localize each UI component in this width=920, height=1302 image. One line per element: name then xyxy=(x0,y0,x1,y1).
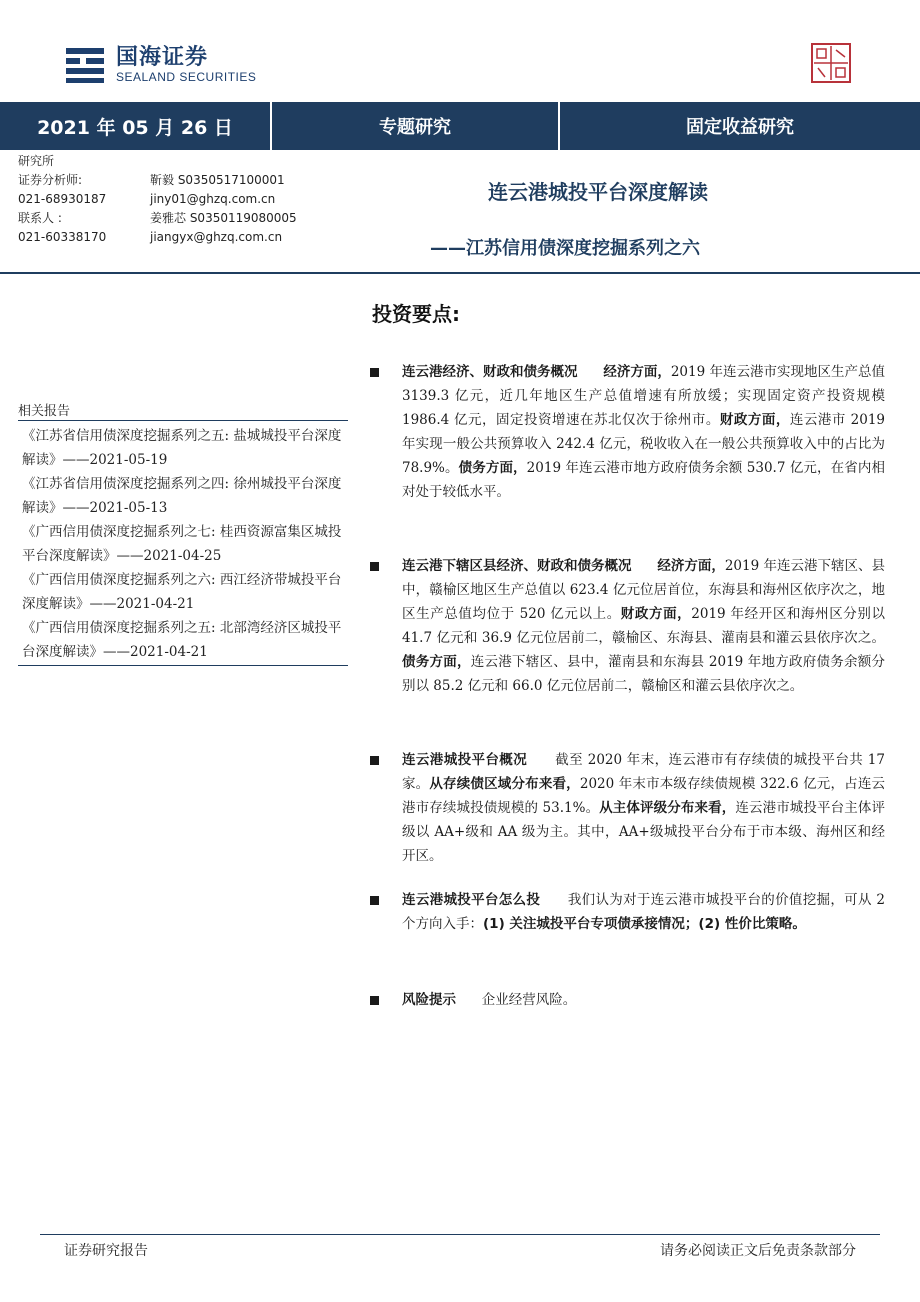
report-category: 专题研究 xyxy=(379,117,451,138)
bullet-square-icon xyxy=(370,756,379,765)
analyst-row: 证券分析师: 靳毅 S0350517100001 xyxy=(18,173,285,187)
related-report-item: 《江苏省信用债深度挖掘系列之五: 盐城城投平台深度解读》——2021-05-19 xyxy=(22,428,342,468)
report-title: 连云港城投平台深度解读 xyxy=(488,180,708,204)
footer-disclaimer-note: 请务必阅读正文后免责条款部分 xyxy=(660,1243,856,1259)
bullet-square-icon xyxy=(370,896,379,905)
footer-divider xyxy=(40,1234,880,1235)
report-date: 2021 年 05 月 26 日 xyxy=(37,116,233,139)
related-report-item: 《江苏省信用债深度挖掘系列之四: 徐州城投平台深度解读》——2021-05-13 xyxy=(22,476,342,516)
related-divider xyxy=(18,665,348,666)
related-reports-heading: 相关报告 xyxy=(18,404,71,419)
header-divider xyxy=(0,272,920,274)
analyst-row: 联系人 : 姜雅芯 S0350119080005 xyxy=(18,211,297,225)
analyst-info xyxy=(18,152,297,247)
key-point-item: 连云港城投平台概况 截至 2020 年末，连云港市有存续债的城投平台共 17 家。从存续债区域分布来看，2020 年末市本级存续债规模 322.6 亿元，占连云港市存续城投债规模的 53.1%。从主体评级分布来看，连云港市城投平台主体评级以 AA+级和 AA 级为主。其中，AA+级城投平台分布于市本级、海州区和经开区。 xyxy=(370,748,885,868)
bullet-square-icon xyxy=(370,996,379,1005)
institute-label: 研究所 xyxy=(18,154,55,168)
related-reports-list xyxy=(22,424,350,664)
footer-report-type: 证券研究报告 xyxy=(64,1243,148,1259)
related-report-item: 《广西信用债深度挖掘系列之七: 桂西资源富集区城投平台深度解读》——2021-04-25 xyxy=(22,524,342,564)
key-point-item: 连云港城投平台怎么投 我们认为对于连云港市城投平台的价值挖掘，可从 2 个方向入手：(1) 关注城投平台专项债承接情况；(2) 性价比策略。 xyxy=(370,888,885,936)
analyst-email: jiangyx@ghzq.com.cn xyxy=(150,230,283,244)
key-point-item: 连云港下辖区县经济、财政和债务概况 经济方面，2019 年连云港下辖区、县中，赣榆区地区生产总值以 623.4 亿元位居首位，东海县和海州区依序次之，地区生产总值均位于 520 亿元以上。财政方面，2019 年经开区和海州区分别以 41.7 亿元和 36.9 亿元位居前二，赣榆区、东海县、灌南县和灌云县依序次之。债务方面，连云港下辖区、县中，灌南县和东海县 2019 年地方政府债务余额分别以 85.2 亿元和 66.0 亿元位居前二，赣榆区和灌云县依序次之。 xyxy=(370,554,885,698)
sealand-logo-icon xyxy=(64,44,106,86)
logo-english-name: SEALAND SECURITIES xyxy=(116,70,257,84)
report-section: 固定收益研究 xyxy=(686,117,794,138)
related-report-item: 《广西信用债深度挖掘系列之六: 西江经济带城投平台深度解读》——2021-04-21 xyxy=(22,572,342,612)
header-banner xyxy=(0,102,920,150)
key-point-item: 连云港经济、财政和债务概况 经济方面，2019 年连云港市实现地区生产总值 3139.3 亿元，近几年地区生产总值增速有所放缓；实现固定资产投资规模 1986.4 亿元，固定投资增速在苏北仅次于徐州市。财政方面，连云港市 2019 年实现一般公共预算收入 242.4 亿元，税收收入在一般公共预算收入中的占比为 78.9%。债务方面，2019 年连云港市地方政府债务余额 530.7 亿元，在省内相对处于较低水平。 xyxy=(370,360,885,504)
analyst-row: 021-68930187 jiny01@ghzq.com.cn xyxy=(18,190,106,209)
bullet-square-icon xyxy=(370,368,379,377)
analyst-row: 021-60338170 jiangyx@ghzq.com.cn xyxy=(18,228,106,247)
logo-chinese-name: 国海证券 xyxy=(116,45,209,70)
related-report-item: 《广西信用债深度挖掘系列之五: 北部湾经济区城投平台深度解读》——2021-04-21 xyxy=(22,620,342,660)
related-divider xyxy=(18,420,348,421)
company-logo xyxy=(64,44,256,86)
analyst-email: jiny01@ghzq.com.cn xyxy=(150,192,276,206)
report-subtitle: ——江苏信用债深度挖掘系列之六 xyxy=(430,238,700,259)
research-seal-icon xyxy=(810,42,852,84)
key-point-item: 风险提示 企业经营风险。 xyxy=(370,988,576,1012)
key-points-heading: 投资要点: xyxy=(372,302,460,326)
bullet-square-icon xyxy=(370,562,379,571)
